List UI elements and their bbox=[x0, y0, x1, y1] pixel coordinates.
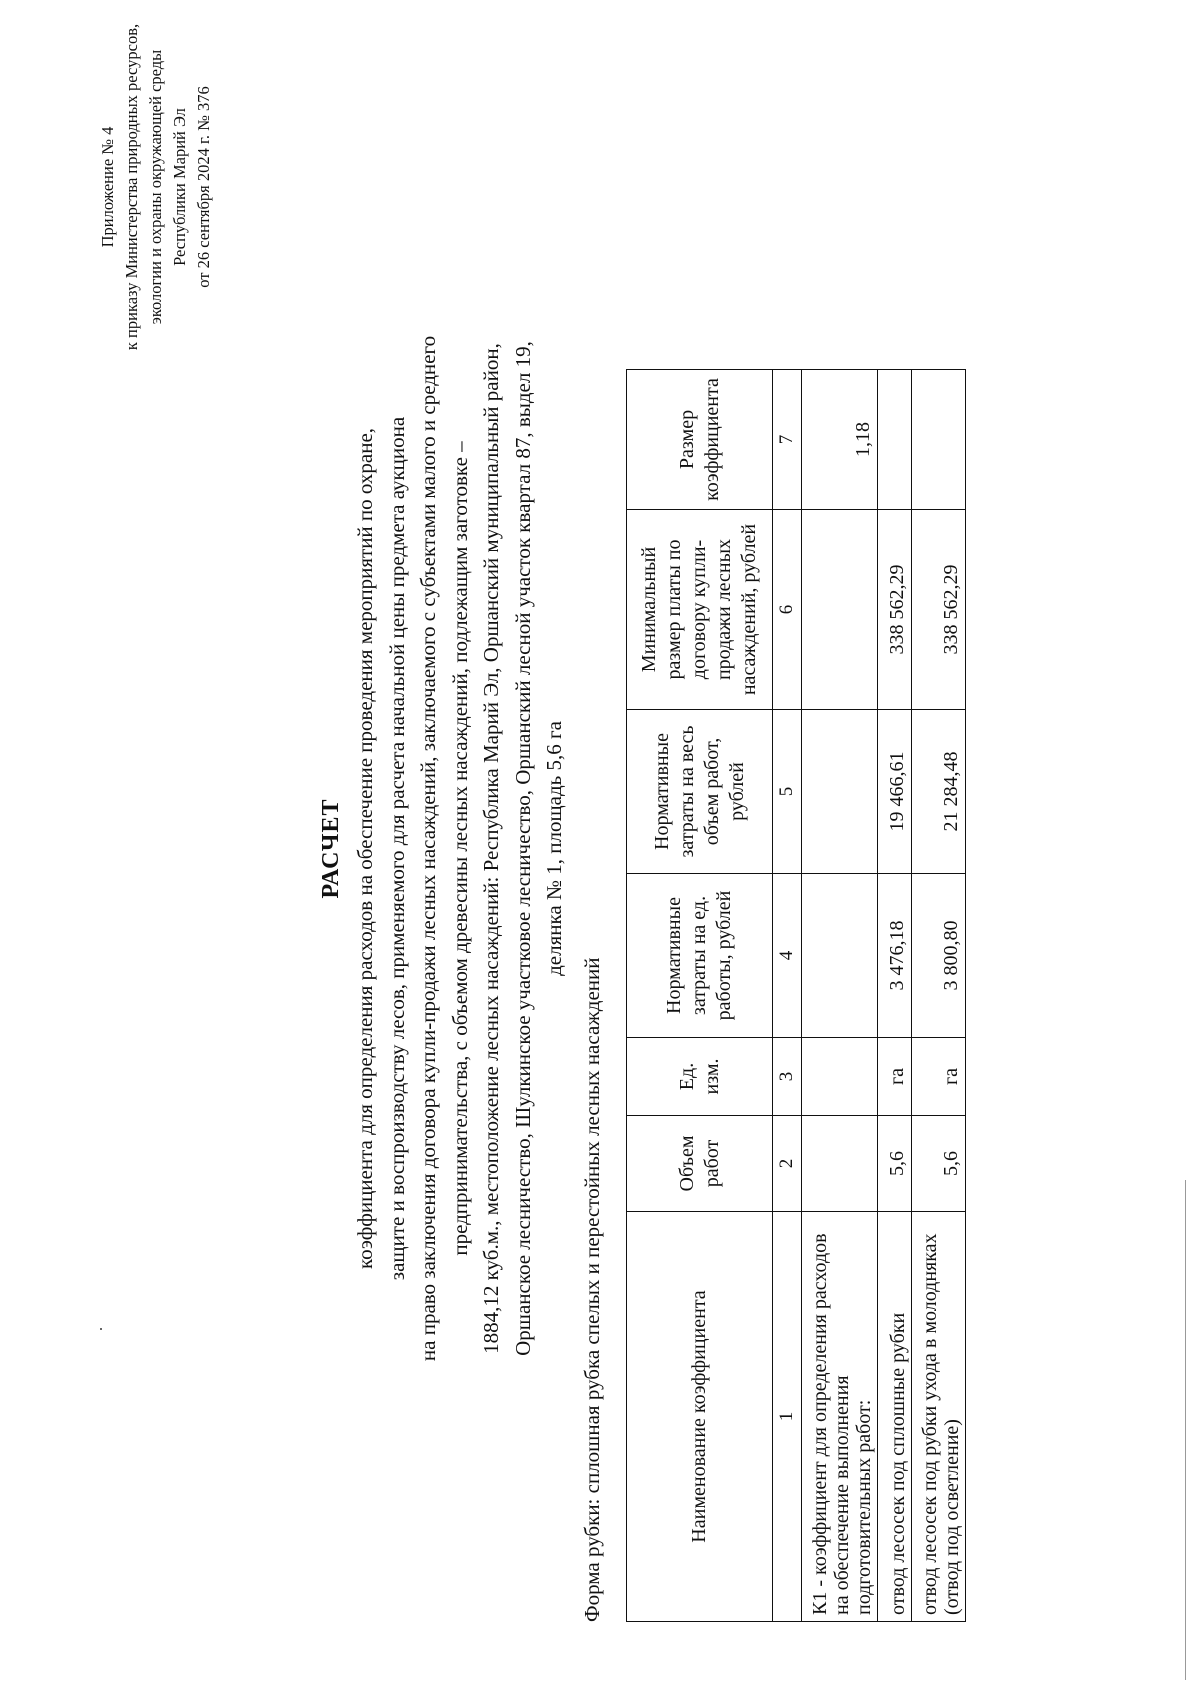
min-payment: 338 562,29 bbox=[912, 510, 966, 710]
column-number: 3 bbox=[773, 1038, 802, 1116]
work-volume bbox=[802, 1116, 878, 1212]
unit: га bbox=[912, 1038, 966, 1116]
total-cost bbox=[802, 710, 878, 874]
table-row bbox=[802, 370, 878, 1622]
header-cell: Объем работ bbox=[627, 1116, 773, 1212]
calculation-table bbox=[626, 369, 966, 1622]
document-subtitle bbox=[350, 50, 571, 1647]
approval-line: экологии и охраны окружающей среды bbox=[146, 49, 165, 325]
work-volume: 5,6 bbox=[912, 1116, 966, 1212]
column-number: 2 bbox=[773, 1116, 802, 1212]
approval-line: к приказу Министерства природных ресурсов, bbox=[122, 23, 141, 351]
document-title: РАСЧЕТ bbox=[318, 798, 344, 899]
subtitle-line: делянка № 1, площадь 5,6 га bbox=[542, 721, 566, 976]
table-header-row bbox=[627, 370, 773, 1622]
coefficient-name: отвод лесосек под рубки ухода в молодняках (отвод под осветление) bbox=[912, 1212, 966, 1622]
subtitle-line: защите и воспроизводству лесов, применяемого для расчета начальной цены предмета аукциона bbox=[384, 416, 409, 1281]
column-number: 5 bbox=[773, 710, 802, 874]
approval-block bbox=[96, 0, 216, 407]
header-cell: Ед. изм. bbox=[627, 1038, 773, 1116]
unit-cost: 3 476,18 bbox=[878, 874, 912, 1038]
coefficient-value bbox=[912, 370, 966, 510]
subtitle-line: коэффициента для определения расходов на обеспечение проведения мероприятий по охране, bbox=[353, 427, 377, 1270]
column-number: 4 bbox=[773, 874, 802, 1038]
header-cell: Нормативные затраты на весь объем работ, рублей bbox=[627, 710, 773, 874]
work-volume: 5,6 bbox=[878, 1116, 912, 1212]
subtitle-line: предпринимательства, с объемом древесины лесных насаждений, подлежащим заготовке – bbox=[447, 441, 472, 1256]
total-cost: 19 466,61 bbox=[878, 710, 912, 874]
subtitle-line: на право заключения договора купли-продажи лесных насаждений, заключаемого с субъектами малого и среднего bbox=[416, 335, 440, 1362]
coefficient-name: отвод лесосек под сплошные рубки bbox=[878, 1212, 912, 1622]
coefficient-value bbox=[878, 370, 912, 510]
cut-form-label: Форма рубки: сплошная рубка спелых и перестойных лесных насаждений bbox=[580, 957, 604, 1622]
unit bbox=[802, 1038, 878, 1116]
header-cell: Нормативные затраты на ед. работы, рублей bbox=[627, 874, 773, 1038]
coefficient-value: 1,18 bbox=[802, 370, 878, 510]
header-cell: Минимальный размер платы по договору купли-продажи лесных насаждений, рублей bbox=[627, 510, 773, 710]
unit-cost bbox=[802, 874, 878, 1038]
coefficient-name: К1 - коэффициент для определения расходов на обеспечение выполнения подготовительных работ: bbox=[802, 1212, 878, 1622]
approval-line: Республики Марий Эл bbox=[170, 108, 189, 266]
table-row bbox=[878, 370, 912, 1622]
min-payment: 338 562,29 bbox=[878, 510, 912, 710]
total-cost: 21 284,48 bbox=[912, 710, 966, 874]
unit-cost: 3 800,80 bbox=[912, 874, 966, 1038]
header-cell: Наименование коэффициента bbox=[627, 1212, 773, 1622]
subtitle-line: 1884,12 куб.м., местоположение лесных насаждений: Республика Марий Эл, Оршанский муниципальный район, bbox=[479, 343, 503, 1354]
min-payment bbox=[802, 510, 878, 710]
column-number-row bbox=[773, 370, 802, 1622]
subtitle-line: Оршанское лесничество, Шулкинское участковое лесничество, Оршанский лесной участок квартал 87, выдел 19, bbox=[510, 341, 535, 1356]
header-cell: Размер коэффициента bbox=[627, 370, 773, 510]
column-number: 7 bbox=[773, 370, 802, 510]
approval-line: от 26 сентября 2024 г. № 376 bbox=[194, 86, 213, 288]
column-number: 1 bbox=[773, 1212, 802, 1622]
table-row bbox=[912, 370, 966, 1622]
column-number: 6 bbox=[773, 510, 802, 710]
approval-line: Приложение № 4 bbox=[98, 126, 117, 248]
unit: га bbox=[878, 1038, 912, 1116]
